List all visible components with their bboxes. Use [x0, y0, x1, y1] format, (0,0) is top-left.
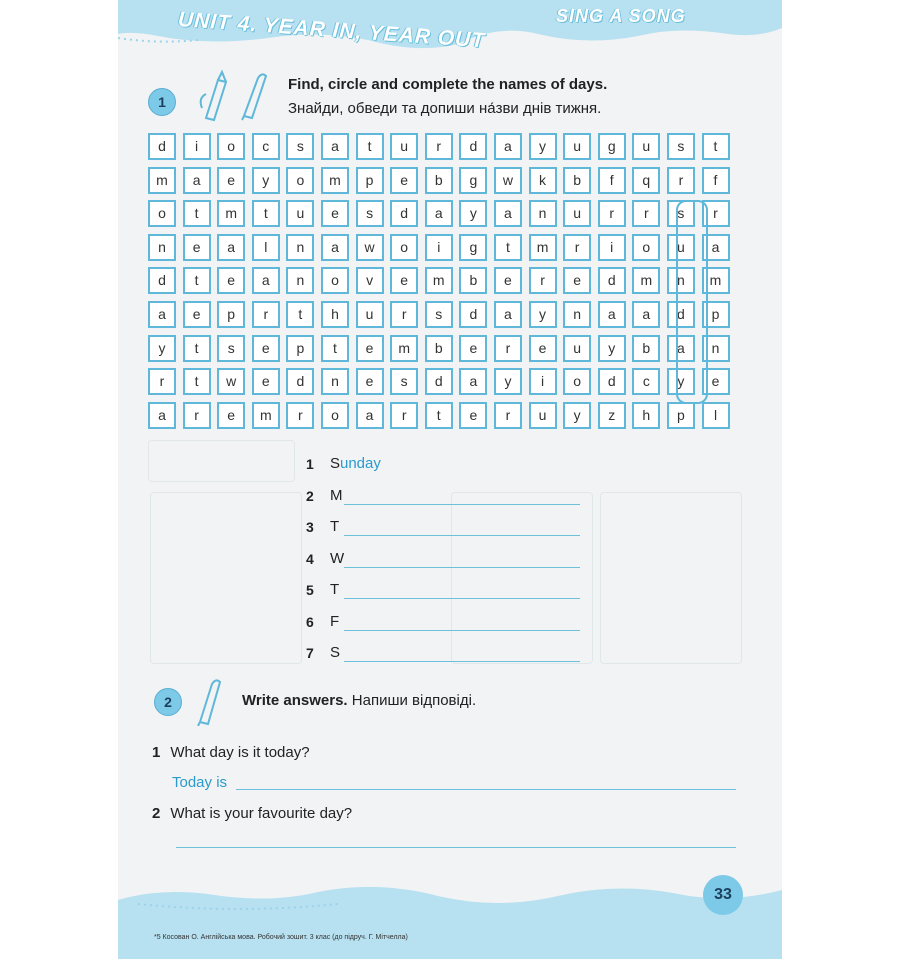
grid-cell[interactable]: g — [598, 133, 626, 160]
pencil-pen-icon — [196, 68, 276, 122]
grid-cell[interactable]: t — [183, 335, 211, 362]
grid-cell[interactable]: r — [252, 301, 280, 328]
answer-write-line[interactable] — [344, 598, 580, 599]
grid-cell[interactable]: a — [321, 234, 349, 261]
question-2-number: 2 — [152, 805, 161, 822]
grid-cell[interactable]: d — [459, 301, 487, 328]
answer-number: 2 — [306, 487, 314, 504]
grid-cell[interactable]: y — [459, 200, 487, 227]
grid-cell[interactable]: e — [183, 301, 211, 328]
grid-cell[interactable]: y — [252, 167, 280, 194]
exercise-2-number: 2 — [154, 688, 182, 716]
grid-cell[interactable]: m — [425, 267, 453, 294]
grid-cell[interactable]: e — [252, 335, 280, 362]
grid-cell[interactable]: n — [529, 200, 557, 227]
grid-cell[interactable]: t — [494, 234, 522, 261]
grid-cell[interactable]: u — [563, 335, 591, 362]
grid-cell[interactable]: e — [494, 267, 522, 294]
grid-cell[interactable]: o — [632, 234, 660, 261]
grid-cell[interactable]: e — [252, 368, 280, 395]
answer-first-letter: T — [330, 581, 340, 598]
grid-cell[interactable]: o — [286, 167, 314, 194]
grid-cell[interactable]: i — [598, 234, 626, 261]
grid-cell[interactable]: e — [529, 335, 557, 362]
answer-row — [306, 578, 606, 610]
grid-cell[interactable]: n — [148, 234, 176, 261]
grid-cell[interactable]: k — [529, 167, 557, 194]
grid-cell[interactable]: m — [390, 335, 418, 362]
grid-cell[interactable]: u — [563, 133, 591, 160]
grid-cell[interactable]: a — [252, 267, 280, 294]
exercise-2-instruction-ua: Напиши відповіді. — [351, 692, 477, 709]
grid-cell[interactable]: a — [217, 234, 245, 261]
answer-first-letter: F — [330, 612, 340, 630]
grid-cell[interactable]: r — [632, 200, 660, 227]
grid-cell[interactable]: r — [702, 200, 730, 227]
grid-cell[interactable]: a — [356, 402, 384, 429]
answer-first-letter: S — [330, 644, 341, 661]
answer-write-line[interactable] — [344, 504, 580, 505]
grid-cell[interactable]: p — [702, 301, 730, 328]
bleed-through-frame — [150, 492, 302, 664]
grid-cell[interactable]: r — [598, 200, 626, 227]
grid-cell[interactable]: t — [425, 402, 453, 429]
grid-cell[interactable]: p — [286, 335, 314, 362]
grid-cell[interactable]: f — [702, 167, 730, 194]
grid-cell[interactable]: b — [563, 167, 591, 194]
answer-write-line[interactable] — [344, 661, 580, 662]
grid-cell[interactable]: w — [494, 167, 522, 194]
grid-cell[interactable]: e — [459, 402, 487, 429]
question-2 — [152, 805, 352, 822]
question-1 — [152, 744, 310, 761]
grid-cell[interactable]: m — [702, 267, 730, 294]
answer-first-letter: T — [330, 518, 340, 535]
grid-cell[interactable]: a — [494, 200, 522, 227]
grid-cell[interactable]: t — [183, 267, 211, 294]
grid-cell[interactable]: y — [598, 335, 626, 362]
grid-cell[interactable]: a — [148, 402, 176, 429]
circled-word-sunday — [676, 200, 708, 404]
grid-cell[interactable]: o — [321, 402, 349, 429]
grid-cell[interactable]: u — [286, 200, 314, 227]
grid-cell[interactable]: s — [286, 133, 314, 160]
grid-cell[interactable]: a — [425, 200, 453, 227]
grid-cell[interactable]: m — [217, 200, 245, 227]
grid-cell[interactable]: y — [667, 368, 695, 395]
grid-cell[interactable]: d — [148, 267, 176, 294]
grid-cell[interactable]: n — [286, 267, 314, 294]
grid-cell[interactable]: u — [632, 133, 660, 160]
answer-1-prompt: Today is — [172, 774, 228, 791]
grid-cell[interactable]: a — [632, 301, 660, 328]
grid-cell[interactable]: e — [356, 368, 384, 395]
answer-completion: unday — [340, 455, 381, 472]
grid-cell[interactable]: d — [148, 133, 176, 160]
grid-cell[interactable]: e — [390, 167, 418, 194]
grid-cell[interactable]: e — [356, 335, 384, 362]
grid-cell[interactable]: m — [632, 267, 660, 294]
question-1-text: What day is it today? — [170, 744, 310, 761]
grid-cell[interactable]: m — [252, 402, 280, 429]
word-search-grid — [148, 133, 740, 429]
answer-first-letter: W — [330, 549, 345, 567]
exercise-2-instruction — [242, 692, 476, 709]
grid-cell[interactable]: m — [529, 234, 557, 261]
grid-cell[interactable]: i — [425, 234, 453, 261]
grid-cell[interactable]: z — [598, 402, 626, 429]
grid-cell[interactable]: r — [286, 402, 314, 429]
grid-cell[interactable]: p — [217, 301, 245, 328]
grid-cell[interactable]: h — [321, 301, 349, 328]
grid-cell[interactable]: t — [286, 301, 314, 328]
grid-cell[interactable]: t — [252, 200, 280, 227]
grid-cell[interactable]: d — [425, 368, 453, 395]
grid-cell[interactable]: a — [183, 167, 211, 194]
grid-cell[interactable]: y — [529, 301, 557, 328]
grid-cell[interactable]: r — [494, 335, 522, 362]
grid-cell[interactable]: e — [217, 167, 245, 194]
question-2-text: What is your favourite day? — [170, 805, 353, 822]
grid-cell[interactable]: p — [356, 167, 384, 194]
answer-row — [306, 641, 606, 673]
page-number: 33 — [703, 875, 743, 915]
grid-cell[interactable]: n — [702, 335, 730, 362]
footer-wave-band — [118, 860, 782, 959]
answer-row — [306, 610, 606, 642]
grid-cell[interactable]: m — [321, 167, 349, 194]
answer-list — [306, 452, 606, 673]
grid-cell[interactable]: t — [356, 133, 384, 160]
answer-first-letter: S — [330, 455, 341, 472]
grid-cell[interactable]: u — [356, 301, 384, 328]
grid-cell[interactable]: h — [632, 402, 660, 429]
grid-cell[interactable]: u — [563, 200, 591, 227]
answer-number: 7 — [306, 645, 314, 661]
grid-cell[interactable]: r — [425, 133, 453, 160]
grid-cell[interactable]: g — [459, 167, 487, 194]
exercise-1-number: 1 — [148, 88, 176, 116]
grid-cell[interactable]: y — [148, 335, 176, 362]
answer-number: 6 — [306, 613, 314, 630]
grid-cell[interactable]: e — [183, 234, 211, 261]
grid-cell[interactable]: g — [459, 234, 487, 261]
grid-cell[interactable]: p — [667, 402, 695, 429]
grid-cell[interactable]: s — [356, 200, 384, 227]
grid-cell[interactable]: d — [459, 133, 487, 160]
grid-cell[interactable]: t — [183, 368, 211, 395]
grid-cell[interactable]: d — [390, 200, 418, 227]
section-title: SING A SONG — [556, 6, 686, 26]
grid-cell[interactable]: r — [148, 368, 176, 395]
grid-cell[interactable]: t — [183, 200, 211, 227]
grid-cell[interactable]: w — [356, 234, 384, 261]
grid-cell[interactable]: n — [286, 234, 314, 261]
grid-cell[interactable]: s — [390, 368, 418, 395]
grid-cell[interactable]: y — [494, 368, 522, 395]
bleed-through-frame — [148, 440, 295, 482]
grid-cell[interactable]: n — [321, 368, 349, 395]
answer-number: 3 — [306, 519, 314, 535]
grid-cell[interactable]: a — [494, 133, 522, 160]
unit-title: UNIT 4. YEAR IN, YEAR OUT — [177, 8, 486, 53]
grid-cell[interactable]: b — [459, 267, 487, 294]
answer-row — [306, 484, 606, 516]
grid-cell[interactable]: c — [252, 133, 280, 160]
grid-cell[interactable]: u — [667, 234, 695, 261]
answer-write-line[interactable] — [344, 630, 580, 631]
answer-number: 4 — [306, 550, 314, 567]
grid-cell[interactable]: t — [702, 133, 730, 160]
grid-cell[interactable]: n — [563, 301, 591, 328]
grid-cell[interactable]: s — [667, 133, 695, 160]
grid-cell[interactable]: r — [667, 167, 695, 194]
exercise-2-instruction-en: Write answers. — [242, 692, 348, 709]
grid-cell[interactable]: a — [702, 234, 730, 261]
grid-cell[interactable]: d — [667, 301, 695, 328]
answer-write-line[interactable] — [344, 567, 580, 568]
workbook-page — [118, 0, 782, 959]
grid-cell[interactable]: i — [529, 368, 557, 395]
grid-cell[interactable]: e — [563, 267, 591, 294]
grid-cell[interactable]: f — [598, 167, 626, 194]
grid-cell[interactable]: b — [425, 167, 453, 194]
grid-cell[interactable]: t — [321, 335, 349, 362]
grid-cell[interactable]: a — [321, 133, 349, 160]
grid-cell[interactable]: o — [390, 234, 418, 261]
answer-number: 5 — [306, 582, 314, 598]
grid-cell[interactable]: s — [425, 301, 453, 328]
grid-cell[interactable]: c — [632, 368, 660, 395]
footer-citation: *5 Косован О. Англійська мова. Робочий зошит. 3 клас (до підруч. Г. Мітчелла) — [154, 934, 408, 941]
grid-cell[interactable]: r — [390, 301, 418, 328]
grid-cell[interactable]: r — [529, 267, 557, 294]
grid-cell[interactable]: r — [183, 402, 211, 429]
grid-cell[interactable]: r — [563, 234, 591, 261]
grid-cell[interactable]: r — [494, 402, 522, 429]
grid-cell[interactable]: o — [321, 267, 349, 294]
grid-cell[interactable]: e — [702, 368, 730, 395]
grid-cell[interactable]: s — [217, 335, 245, 362]
grid-cell[interactable]: e — [459, 335, 487, 362]
grid-cell[interactable]: n — [667, 267, 695, 294]
grid-cell[interactable]: d — [598, 368, 626, 395]
grid-cell[interactable]: o — [148, 200, 176, 227]
grid-cell[interactable]: e — [217, 402, 245, 429]
bleed-through-frame — [600, 492, 742, 664]
grid-cell[interactable]: e — [390, 267, 418, 294]
grid-cell[interactable]: r — [390, 402, 418, 429]
grid-cell[interactable]: u — [390, 133, 418, 160]
exercise-1-instruction-ua: Знайди, обведи та допиши на́зви днів тижня. — [288, 100, 602, 117]
grid-cell[interactable]: a — [494, 301, 522, 328]
grid-cell[interactable]: l — [702, 402, 730, 429]
pen-icon — [194, 676, 224, 726]
grid-cell[interactable]: a — [667, 335, 695, 362]
grid-cell[interactable]: q — [632, 167, 660, 194]
answer-number: 1 — [306, 456, 314, 472]
grid-cell[interactable]: i — [183, 133, 211, 160]
grid-cell[interactable]: u — [529, 402, 557, 429]
grid-cell[interactable]: s — [667, 200, 695, 227]
grid-cell[interactable]: b — [425, 335, 453, 362]
exercise-1-instruction: Find, circle and complete the names of days. — [288, 76, 608, 93]
answer-write-line[interactable] — [344, 535, 580, 536]
grid-cell[interactable]: d — [598, 267, 626, 294]
answer-row — [306, 547, 606, 579]
grid-cell[interactable]: a — [459, 368, 487, 395]
answer-1-line[interactable] — [236, 789, 736, 790]
grid-cell[interactable]: y — [563, 402, 591, 429]
grid-cell[interactable]: y — [529, 133, 557, 160]
grid-cell[interactable]: e — [217, 267, 245, 294]
answer-2-line[interactable] — [176, 847, 736, 848]
grid-cell[interactable]: m — [148, 167, 176, 194]
grid-cell[interactable]: b — [632, 335, 660, 362]
question-1-number: 1 — [152, 744, 161, 761]
grid-cell[interactable]: a — [148, 301, 176, 328]
grid-cell[interactable]: d — [286, 368, 314, 395]
grid-cell[interactable]: w — [217, 368, 245, 395]
grid-cell[interactable]: e — [321, 200, 349, 227]
grid-cell[interactable]: l — [252, 234, 280, 261]
answer-first-letter: M — [330, 486, 343, 504]
answer-row — [306, 452, 606, 484]
answer-row — [306, 515, 606, 547]
grid-cell[interactable]: o — [563, 368, 591, 395]
grid-cell[interactable]: o — [217, 133, 245, 160]
grid-cell[interactable]: v — [356, 267, 384, 294]
grid-cell[interactable]: a — [598, 301, 626, 328]
